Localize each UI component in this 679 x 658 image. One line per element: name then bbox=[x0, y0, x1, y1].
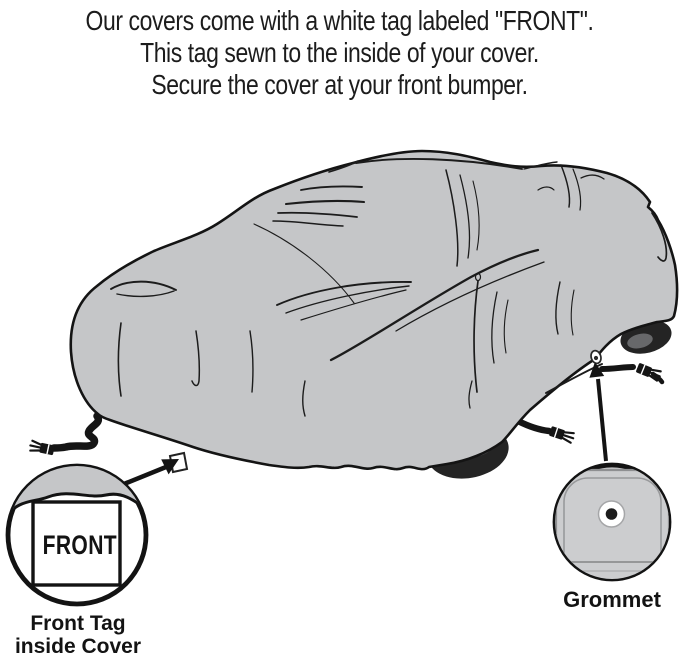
instruction-line-3: Secure the cover at your front bumper. bbox=[151, 69, 528, 100]
grommet-caption: Grommet bbox=[563, 587, 661, 612]
front-tag-caption bbox=[0, 613, 156, 658]
front-tag-arrow-icon bbox=[119, 459, 179, 486]
front-tag-caption-line-2: inside Cover bbox=[14, 634, 142, 658]
instruction-line-1: Our covers come with a white tag labeled "FRONT". bbox=[85, 5, 594, 36]
grommet-hole-icon bbox=[606, 508, 618, 520]
buckle-icon bbox=[29, 441, 55, 456]
instruction-line-2: This tag sewn to the inside of your cover. bbox=[140, 37, 539, 68]
middle-strap-icon bbox=[518, 421, 575, 443]
grommet-arrow-icon bbox=[589, 362, 606, 461]
front-tag-caption-line-1: Front Tag bbox=[30, 612, 126, 635]
rear-strap-icon bbox=[602, 363, 662, 382]
front-tag-label: FRONT bbox=[42, 530, 118, 560]
front-tag-callout bbox=[2, 440, 152, 604]
buckle-icon bbox=[549, 426, 575, 443]
car-cover-body bbox=[71, 151, 677, 469]
front-strap-icon bbox=[29, 416, 98, 455]
